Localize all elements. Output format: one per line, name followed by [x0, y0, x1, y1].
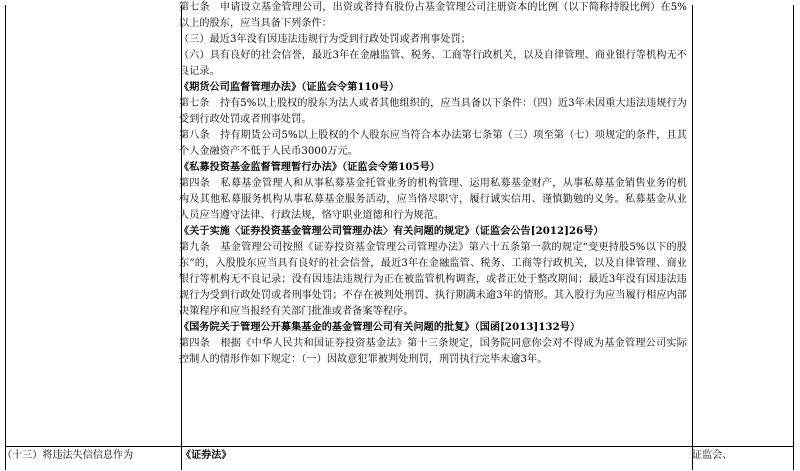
item-label-cell: （十三）将违法失信信息作为 — [2, 450, 134, 461]
table-border-left — [5, 5, 6, 470]
regulation-article: 第四条 根据《中华人民共和国证券投资基金法》第十三条规定，国务院同意你会对不得成为基金管理公司实际控制人的情形作如下规定：（一）因故意犯罪被判处刑罚，刑罚执行完毕未逾3年。 — [179, 338, 687, 365]
regulation-article: 第七条 持有5%以上股权的股东为法人或者其他组织的，应当具备以下条件：（四）近3年未因重大违法违规行为受到行政处罚或者刑事处罚。 — [179, 98, 687, 125]
law-title: 《证券法》 — [181, 450, 232, 461]
regulation-title: 《国务院关于管理公开募集基金的基金管理公司有关问题的批复》（国函[2013]132号） — [179, 322, 581, 333]
column-divider-2 — [692, 5, 693, 470]
regulation-content-cell — [179, 0, 687, 368]
regulation-title: 《关于实施〈证券投资基金管理公司管理办法〉有关问题的规定》（证监会公告[2012]26号） — [179, 226, 604, 237]
regulation-article: （三）最近3年没有因违法违规行为受到行政处罚或者刑事处罚； — [179, 34, 471, 45]
regulation-title: 《私募投资基金监督管理暂行办法》（证监会令第105号） — [179, 162, 440, 173]
table-border-right — [793, 5, 794, 470]
regulation-article: 第四条 私募基金管理人和从事私募基金托管业务的机构管理、运用私募基金财产，从事私募基金销售业务的机构及其他私募服务机构从事私募基金服务活动，应当恪尽职守，履行诚实信用、谨慎勤勉的义务。私募基金从业人员应当遵守法律、行政法规，恪守职业道德和行为规范。 — [179, 178, 687, 221]
regulation-article: 第八条 持有期货公司5%以上股权的个人股东应当符合本办法第七条第（三）项至第（七）项规定的条件，且其个人金融资产不低于人民币3000万元。 — [179, 130, 687, 157]
regulation-article: 第七条 申请设立基金管理公司，出资或者持有股份占基金管理公司注册资本的比例（以下简称持股比例）在5%以上的股东，应当具备下列条件： — [179, 2, 687, 29]
authority-cell: 证监会、 — [692, 450, 733, 461]
row-divider — [5, 446, 794, 447]
regulation-article: （六）具有良好的社会信誉，最近3年在金融监管、税务、工商等行政机关，以及自律管理、商业银行等机构无不良记录。 — [179, 50, 687, 77]
regulation-article: 第九条 基金管理公司按照《证券投资基金管理公司管理办法》第六十五条第一款的规定“变更持股5%以下的股东”的，入股股东应当具有良好的社会信誉，最近3年在金融监管、税务、工商等行政机关，以及自律管理、商业银行等机构无不良记录；没有因违法违规行为正在被监管机构调查，或者正处于整改期间；最近3年没有因违法违规行为受到行政处罚或者刑事处罚；不存在被判处刑罚、执行期满未逾3年的情形。其入股行为应当履行相应内部决策程序和应当报经有关部门批准或者备案等程序。 — [179, 242, 687, 317]
regulation-title: 《期货公司监督管理办法》（证监会令第110号） — [179, 82, 400, 93]
